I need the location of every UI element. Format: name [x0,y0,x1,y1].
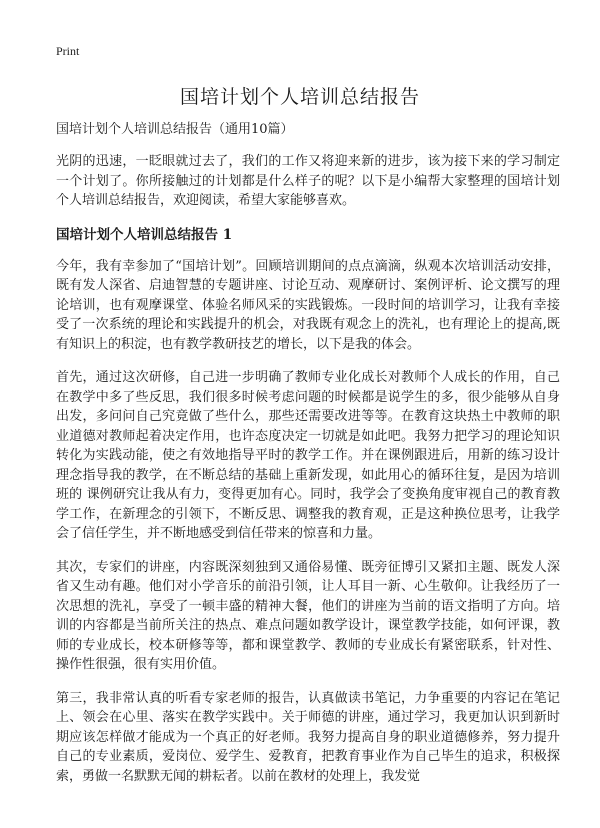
body-paragraph-4: 第三，我非常认真的听看专家老师的报告，认真做读书笔记，力争重要的内容记在笔记上、领会在心里、落实在教学实践中。关于师德的讲座，通过学习，我更加认识到新时期应该怎样做才能成为一个真正的好老师。我努力提高自身的职业道德修养，努力提升自己的专业素质，爱岗位、爱学生、爱教育，把教育事业作为自己毕生的追求，积极探索，勇做一名默默无闻的耕耘者。以前在教材的处理上，我发觉 [56,690,560,784]
document-body [56,120,560,800]
document-subtitle: 国培计划个人培训总结报告（通用10篇） [56,122,294,137]
body-paragraph-3: 其次，专家们的讲座，内容既深刻独到又通俗易懂、既旁征博引又紧扣主题、既发人深省又生动有趣。他们对小学音乐的前沿引领，让人耳目一新、心生敬仰。让我经历了一次思想的洗礼，享受了一顿丰盛的精神大餐，他们的讲座为当前的语文指明了方向。培训的内容都是当前所关注的热点、难点问题如教学设计，课堂教学技能，如何评课，教师的专业成长，校本研修等等，都和课堂教学、教师的专业成长有紧密联系，针对性、操作性很强，很有实用价值。 [56,559,560,672]
section-heading: 国培计划个人培训总结报告 1 [56,226,233,243]
intro-paragraph: 光阴的迅速，一眨眼就过去了，我们的工作又将迎来新的进步，该为接下来的学习制定一个计划了。你所接触过的计划都是什么样子的呢？以下是小编帮大家整理的国培计划个人培训总结报告，欢迎阅读，希望大家能够喜欢。 [56,154,560,208]
print-label[interactable]: Print [56,44,80,58]
document-title: 国培计划个人培训总结报告 [179,86,420,108]
body-paragraph-2: 首先，通过这次研修，自己进一步明确了教师专业化成长对教师个人成长的作用，自己在教学中多了些反思，我们很多时候考虑问题的时候都是说学生的多，很少能够从自身出发，多问问自己究竟做了些什么，那些还需要改进等等。在教育这块热土中教师的职业道德对教师起着决定作用，也许态度决定一切就是如此吧。我努力把学习的理论知识转化为实践动能，使之有效地指导平时的教学工作。并在课例跟进后，用新的练习设计理念指导我的教学，在不断总结的基础上重新发现，如此用心的循环往复，是因为培训班的 课例研究让我从有力，变得更加有心。同时，我学会了变换角度审视自己的教育教学工作，在新理念的引领下，不断反思、调整我的教育观，正是这种换位思考，让我学会了信任学生，并不断地感受到信任带来的惊喜和力量。 [56,370,560,541]
body-paragraph-1: 今年，我有幸参加了“国培计划”。回顾培训期间的点点滴滴，纵观本次培训活动安排，既有发人深省、启迪智慧的专题讲座、讨论互动、观摩研讨、案例评析、论文撰写的理论培训，也有观摩课堂、体验名师风采的实践锻炼。一段时间的培训学习，让我有幸接受了一次系统的理论和实践提升的机会，对我既有观念上的洗礼，也有理论上的提高,既有知识上的积淀，也有教学教研技艺的增长，以下是我的体会。 [56,258,560,352]
